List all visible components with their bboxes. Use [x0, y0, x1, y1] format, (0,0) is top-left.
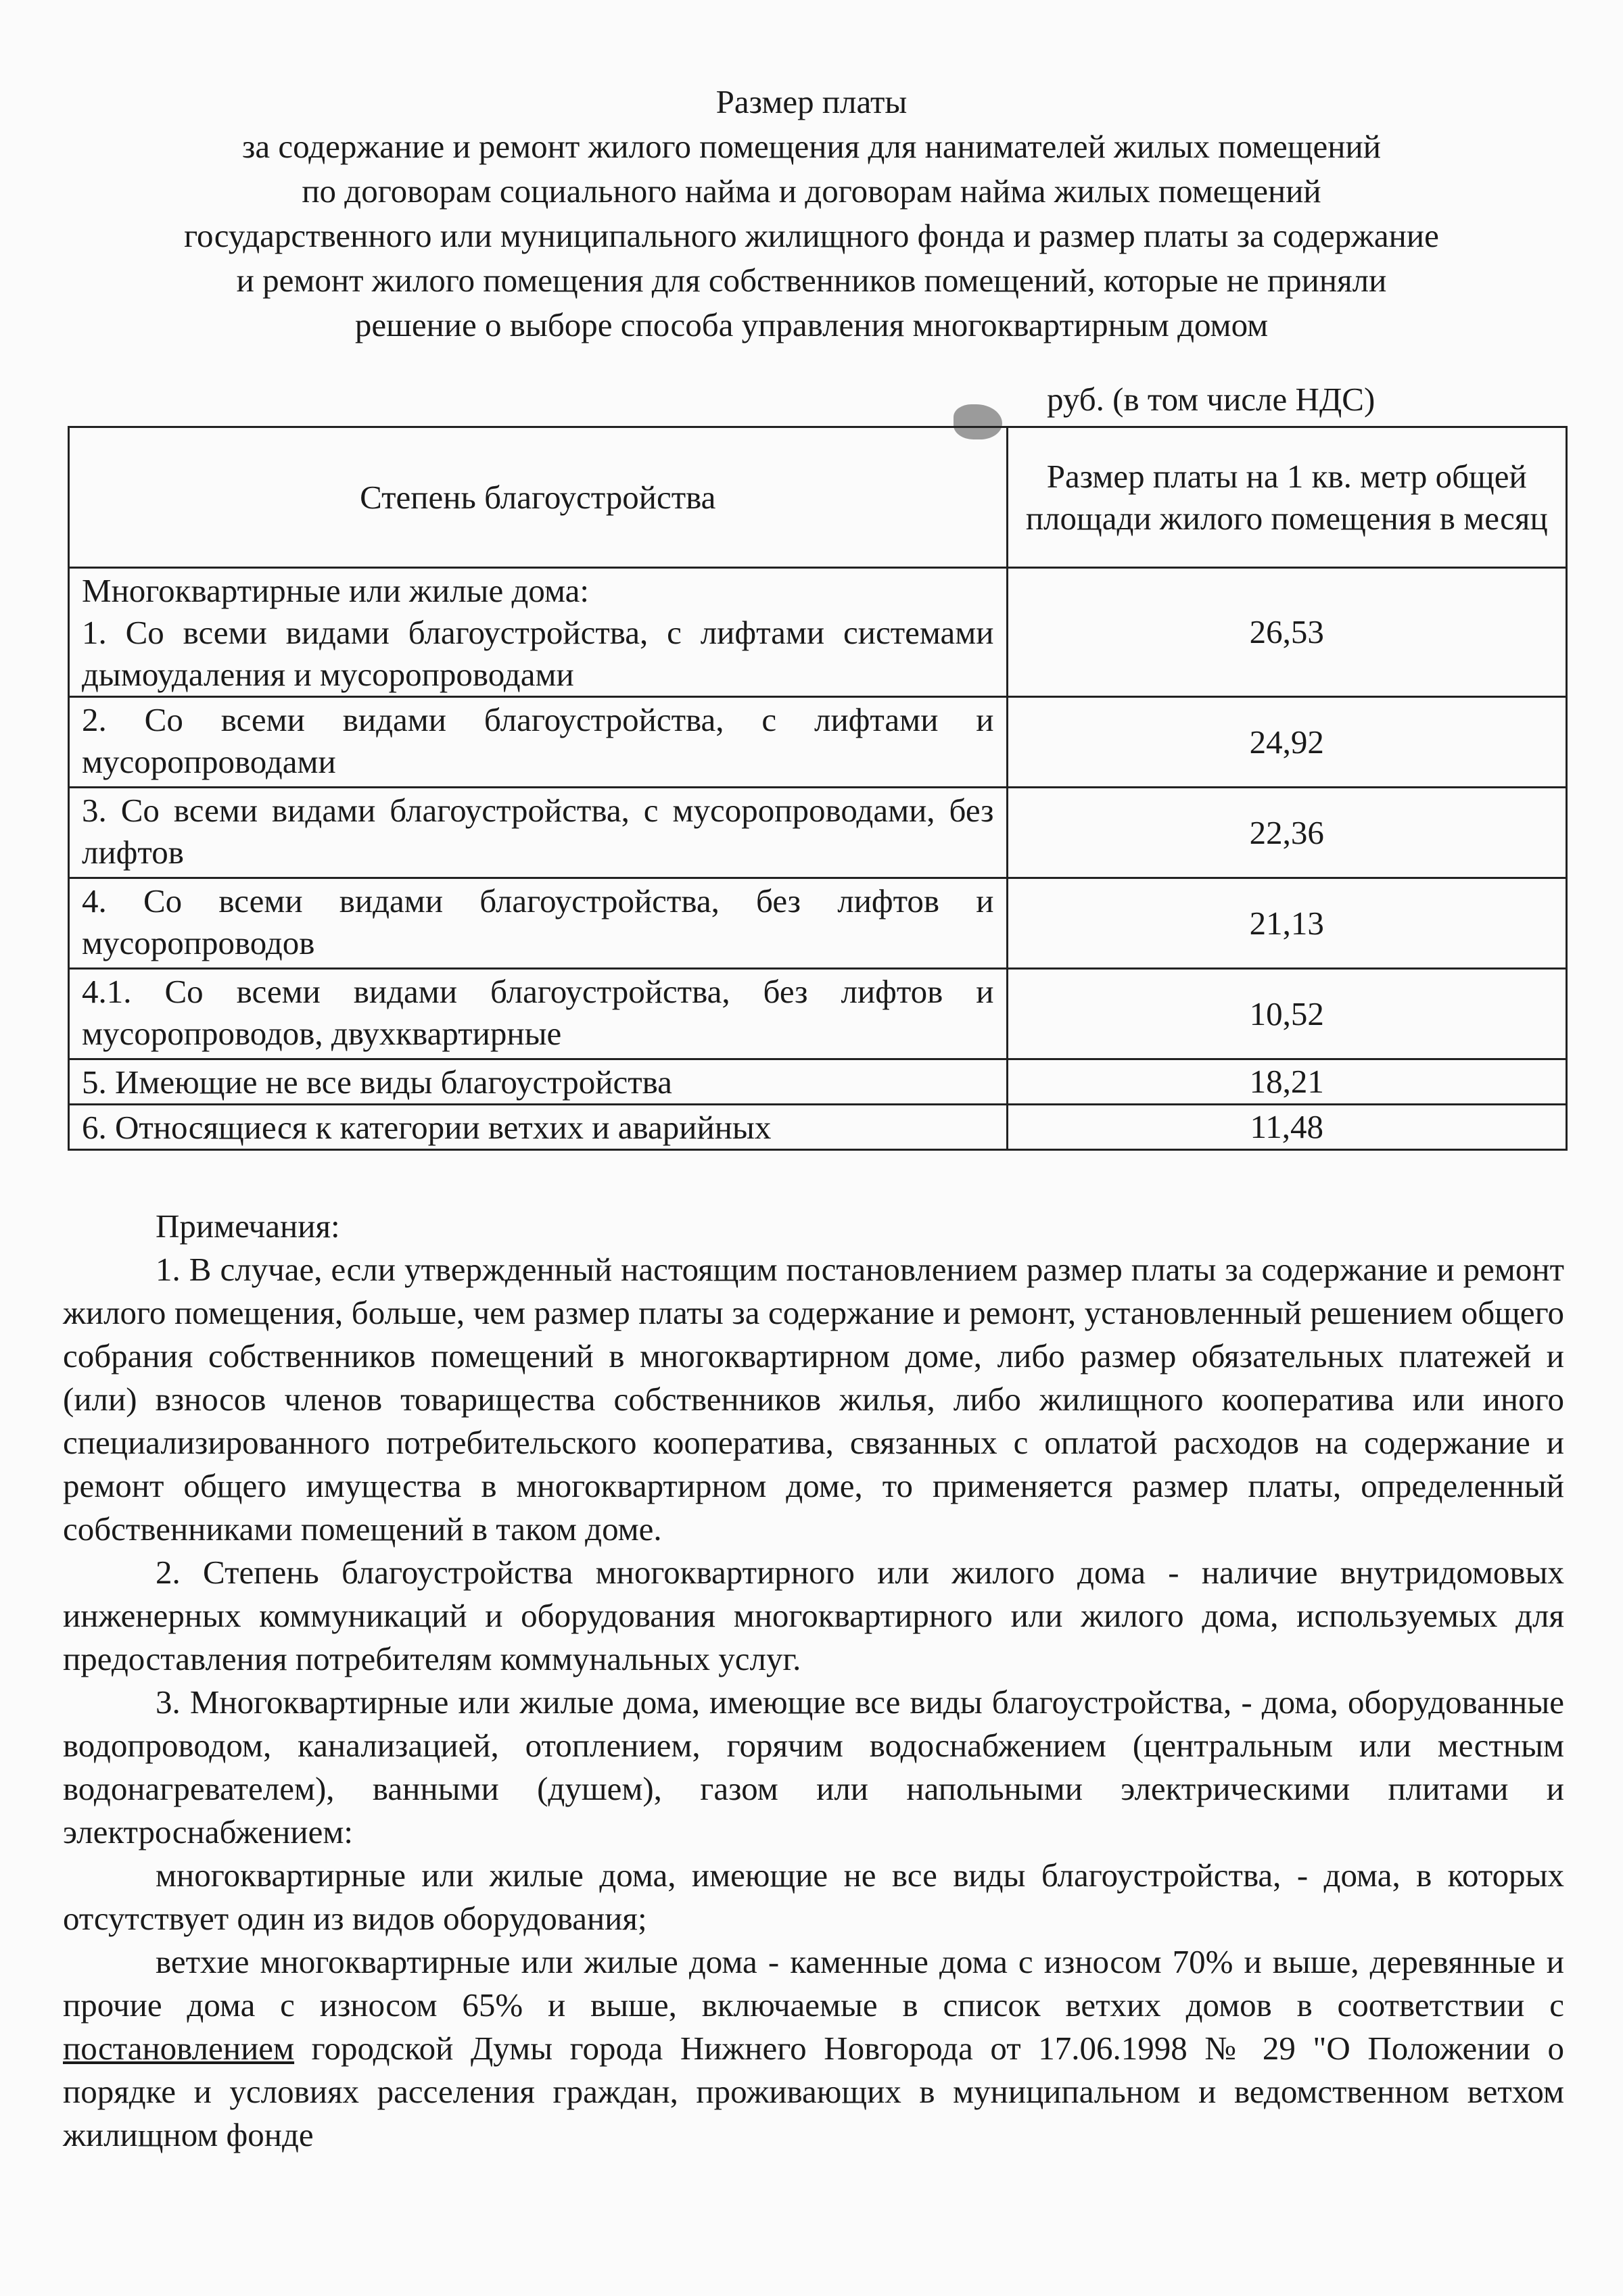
table-row: [69, 568, 1567, 697]
header-category: Степень благоустройства: [69, 427, 1008, 568]
row-category: 6. Относящиеся к категории ветхих и аварийных: [69, 1105, 1008, 1150]
table-row: [69, 969, 1567, 1059]
header-value: Размер платы на 1 кв. метр общей площади жилого помещения в месяц: [1007, 427, 1566, 568]
table-row: [69, 697, 1567, 788]
table-row: [69, 878, 1567, 969]
table-header-row: [69, 427, 1567, 568]
row-category: 5. Имеющие не все виды благоустройства: [69, 1059, 1008, 1105]
row-category: 4.1. Со всеми видами благоустройства, без лифтов и мусоропроводов, двухквартирные: [69, 969, 1008, 1059]
notes-section: [63, 1205, 1564, 2157]
row-value: 21,13: [1007, 878, 1566, 969]
note-paragraph-1: 1. В случае, если утвержденный настоящим постановлением размер платы за содержание и ремонт жилого помещения, больше, чем размер платы за содержание и ремонт, установленный решением общего собрания собственников помещений в многоквартирном доме, либо размер обязательных платежей и (или) взносов членов товарищества собственников жилья, либо жилищного кооператива или иного специализированного потребительского кооператива, связанных с оплатой расходов на содержание и ремонт общего имущества в многоквартирном доме, то применяется размер платы, определенный собственниками помещений в таком доме.: [63, 1251, 1564, 1548]
title-line-1: Размер платы: [715, 83, 908, 120]
note-paragraph-5-start: ветхие многоквартирные или жилые дома - каменные дома с износом 70% и выше, деревянные и прочие дома с износом 65% и выше, включаемые в список ветхих домов в соответствии с: [63, 1943, 1564, 2024]
title-line-4: государственного или муниципального жилищного фонда и размер платы за содержание: [184, 217, 1439, 254]
row-category: 4. Со всеми видами благоустройства, без лифтов и мусоропроводов: [69, 878, 1008, 969]
note-paragraph-4: многоквартирные или жилые дома, имеющие не все виды благоустройства, - дома, в которых отсутствует один из видов оборудования;: [63, 1857, 1564, 1937]
document-title: [54, 80, 1569, 348]
row-value: 26,53: [1007, 568, 1566, 697]
note-paragraph-5-end: городской Думы города Нижнего Новгорода от 17.06.1998 № 29 "О Положении о порядке и условиях расселения граждан, проживающих в муниципальном и ведомственном ветхом жилищном фонде: [63, 2030, 1565, 2153]
title-line-6: решение о выборе способа управления многоквартирным домом: [354, 306, 1269, 343]
table-row: [69, 1059, 1567, 1105]
note-paragraph-2: 2. Степень благоустройства многоквартирного или жилого дома - наличие внутридомовых инженерных коммуникаций и оборудования многоквартирного или жилого дома, используемых для предоставления потребителям коммунальных услуг.: [63, 1554, 1564, 1677]
row-category: 2. Со всеми видами благоустройства, с лифтами и мусоропроводами: [69, 697, 1008, 788]
table-row: [69, 788, 1567, 878]
title-line-2: за содержание и ремонт жилого помещения для нанимателей жилых помещений: [242, 128, 1381, 165]
row-category: Многоквартирные или жилые дома: 1. Со всеми видами благоустройства, с лифтами системами дымоудаления и мусоропроводами: [69, 568, 1008, 697]
table-row: [69, 1105, 1567, 1150]
row-value: 22,36: [1007, 788, 1566, 878]
row-value: 11,48: [1007, 1105, 1566, 1150]
row-category: 3. Со всеми видами благоустройства, с мусоропроводами, без лифтов: [69, 788, 1008, 878]
note-paragraph-3: 3. Многоквартирные или жилые дома, имеющие все виды благоустройства, - дома, оборудованные водопроводом, канализацией, отоплением, горячим водоснабжением (центральным или местным водонагревателем), ванными (душем), газом или напольными электрическими плитами и электроснабжением:: [63, 1683, 1564, 1850]
title-line-3: по договорам социального найма и договорам найма жилых помещений: [302, 172, 1321, 210]
row-value: 18,21: [1007, 1059, 1566, 1105]
row-value: 24,92: [1007, 697, 1566, 788]
resolution-link[interactable]: постановлением: [63, 2030, 295, 2067]
title-line-5: и ремонт жилого помещения для собственников помещений, которые не приняли: [236, 262, 1387, 299]
row-value: 10,52: [1007, 969, 1566, 1059]
note-paragraph-5: [63, 1940, 1564, 2157]
notes-heading: Примечания:: [156, 1207, 340, 1245]
currency-note: руб. (в том числе НДС): [1047, 381, 1375, 418]
rates-table: [68, 426, 1568, 1151]
